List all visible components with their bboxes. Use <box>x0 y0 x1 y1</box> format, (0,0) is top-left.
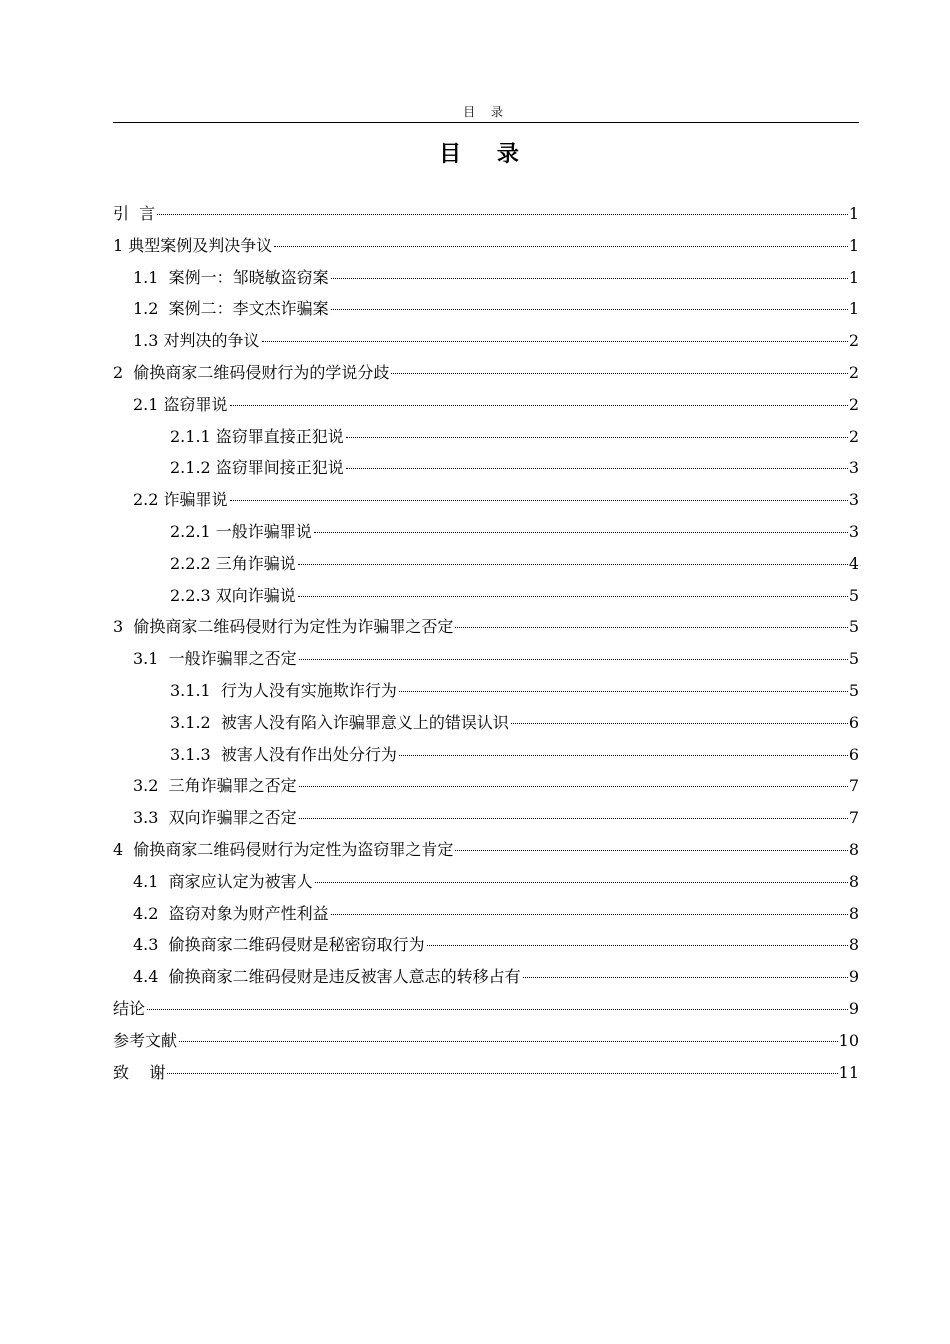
toc-dot-leader <box>346 468 848 469</box>
toc-entry[interactable] <box>113 707 859 739</box>
toc-dot-leader <box>455 627 847 628</box>
toc-entry-title: 3.2 三角诈骗罪之否定 <box>133 776 297 796</box>
toc-dot-leader <box>230 500 848 501</box>
toc-entry[interactable] <box>113 802 859 834</box>
toc-entry[interactable] <box>113 357 859 389</box>
toc-dot-leader <box>262 341 848 342</box>
toc-page-number: 8 <box>848 903 859 923</box>
toc-entry-title: 1.3 对判决的争议 <box>133 331 260 351</box>
toc-entry-title: 致 谢 <box>113 1062 166 1082</box>
table-of-contents <box>113 198 859 1088</box>
toc-entry[interactable] <box>113 898 859 930</box>
toc-dot-leader <box>399 691 848 692</box>
toc-entry-title: 3.1 一般诈骗罪之否定 <box>133 649 297 669</box>
toc-entry-title: 2.2.3 双向诈骗说 <box>170 585 296 605</box>
toc-page-number: 1 <box>848 267 859 287</box>
toc-entry[interactable] <box>113 580 859 612</box>
toc-entry-title: 4.2 盗窃对象为财产性利益 <box>133 903 329 923</box>
toc-page-number: 3 <box>848 490 859 510</box>
toc-entry-title: 3 偷换商家二维码侵财行为定性为诈骗罪之否定 <box>113 617 454 637</box>
toc-entry-title: 4.3 偷换商家二维码侵财是秘密窃取行为 <box>133 935 425 955</box>
toc-entry-title: 结论 <box>113 998 146 1018</box>
toc-dot-leader <box>299 818 848 819</box>
toc-page-number: 1 <box>848 235 859 255</box>
toc-page-number: 8 <box>848 871 859 891</box>
toc-page-number: 2 <box>848 394 859 414</box>
toc-entry[interactable] <box>113 929 859 961</box>
toc-entry[interactable] <box>113 198 859 230</box>
toc-dot-leader <box>331 309 848 310</box>
toc-entry[interactable] <box>113 548 859 580</box>
toc-entry[interactable] <box>113 1025 859 1057</box>
toc-entry[interactable] <box>113 643 859 675</box>
toc-dot-leader <box>167 1073 837 1074</box>
toc-page-number: 8 <box>848 935 859 955</box>
toc-dot-leader <box>455 850 847 851</box>
toc-entry[interactable] <box>113 866 859 898</box>
page-title: 目 录 <box>439 142 533 167</box>
toc-entry[interactable] <box>113 262 859 294</box>
toc-dot-leader <box>511 723 848 724</box>
toc-page-number: 1 <box>848 299 859 319</box>
toc-dot-leader <box>298 596 848 597</box>
toc-entry-title: 3.3 双向诈骗罪之否定 <box>133 808 297 828</box>
toc-entry-title: 2.1 盗窃罪说 <box>133 394 228 414</box>
toc-entry[interactable] <box>113 230 859 262</box>
toc-page-number: 5 <box>848 617 859 637</box>
toc-page-number: 8 <box>848 839 859 859</box>
toc-entry-title: 3.1.3 被害人没有作出处分行为 <box>170 744 397 764</box>
toc-entry[interactable] <box>113 834 859 866</box>
toc-entry[interactable] <box>113 611 859 643</box>
toc-dot-leader <box>299 659 848 660</box>
toc-page-number: 1 <box>848 204 859 223</box>
toc-dot-leader <box>399 755 848 756</box>
toc-entry[interactable] <box>113 516 859 548</box>
toc-dot-leader <box>331 278 848 279</box>
toc-dot-leader <box>298 564 848 565</box>
toc-dot-leader <box>391 373 847 374</box>
toc-entry[interactable] <box>113 421 859 453</box>
toc-entry[interactable] <box>113 484 859 516</box>
toc-dot-leader <box>523 977 848 978</box>
toc-page-number: 10 <box>838 1030 859 1050</box>
toc-entry[interactable] <box>113 452 859 484</box>
toc-dot-leader <box>346 437 848 438</box>
toc-page-number: 2 <box>848 362 859 382</box>
toc-page-number: 5 <box>848 585 859 605</box>
toc-page-number: 6 <box>848 712 859 732</box>
toc-entry-title: 2 偷换商家二维码侵财行为的学说分歧 <box>113 362 390 382</box>
toc-dot-leader <box>274 246 848 247</box>
toc-entry[interactable] <box>113 293 859 325</box>
toc-entry-title: 3.1.2 被害人没有陷入诈骗罪意义上的错误认识 <box>170 712 509 732</box>
toc-entry-title: 引 言 <box>113 204 156 223</box>
toc-entry-title: 2.2.1 一般诈骗罪说 <box>170 521 312 541</box>
toc-dot-leader <box>314 532 848 533</box>
toc-entry[interactable] <box>113 770 859 802</box>
toc-page-number: 9 <box>848 967 859 987</box>
toc-dot-leader <box>147 1009 848 1010</box>
toc-entry-title: 4.4 偷换商家二维码侵财是违反被害人意志的转移占有 <box>133 967 521 987</box>
toc-entry[interactable] <box>113 325 859 357</box>
toc-entry-title: 参考文献 <box>113 1030 178 1050</box>
toc-entry-title: 1.2 案例二：李文杰诈骗案 <box>133 299 329 319</box>
toc-page-number: 3 <box>848 458 859 478</box>
toc-page-number: 2 <box>848 426 859 446</box>
toc-page-number: 2 <box>848 331 859 351</box>
toc-page-number: 11 <box>838 1062 859 1082</box>
toc-entry-title: 2.1.1 盗窃罪直接正犯说 <box>170 426 344 446</box>
toc-entry-title: 2.2 诈骗罪说 <box>133 490 228 510</box>
toc-page-number: 7 <box>848 776 859 796</box>
toc-dot-leader <box>157 214 848 215</box>
toc-entry-title: 2.1.2 盗窃罪间接正犯说 <box>170 458 344 478</box>
toc-entry[interactable] <box>113 1057 859 1089</box>
header-rule <box>113 122 859 123</box>
toc-page-number: 7 <box>848 808 859 828</box>
toc-page-number: 4 <box>848 553 859 573</box>
toc-entry-title: 4 偷换商家二维码侵财行为定性为盗窃罪之肯定 <box>113 839 454 859</box>
toc-entry[interactable] <box>113 739 859 771</box>
toc-page-number: 5 <box>848 649 859 669</box>
toc-entry[interactable] <box>113 993 859 1025</box>
toc-page-number: 6 <box>848 744 859 764</box>
toc-entry[interactable] <box>113 961 859 993</box>
toc-dot-leader <box>331 914 848 915</box>
toc-dot-leader <box>299 786 848 787</box>
toc-entry-title: 2.2.2 三角诈骗说 <box>170 553 296 573</box>
toc-entry[interactable] <box>113 675 859 707</box>
toc-page-number: 5 <box>848 680 859 700</box>
toc-dot-leader <box>427 945 848 946</box>
toc-dot-leader <box>315 882 848 883</box>
toc-entry-title: 3.1.1 行为人没有实施欺诈行为 <box>170 680 397 700</box>
toc-entry[interactable] <box>113 389 859 421</box>
toc-dot-leader <box>179 1041 838 1042</box>
toc-entry-title: 4.1 商家应认定为被害人 <box>133 871 313 891</box>
toc-entry-title: 1.1 案例一：邹晓敏盗窃案 <box>133 267 329 287</box>
toc-page-number: 3 <box>848 521 859 541</box>
toc-dot-leader <box>230 405 848 406</box>
toc-page-number: 9 <box>848 998 859 1018</box>
running-header: 目 录 <box>463 105 509 119</box>
toc-entry-title: 1 典型案例及判决争议 <box>113 235 273 255</box>
